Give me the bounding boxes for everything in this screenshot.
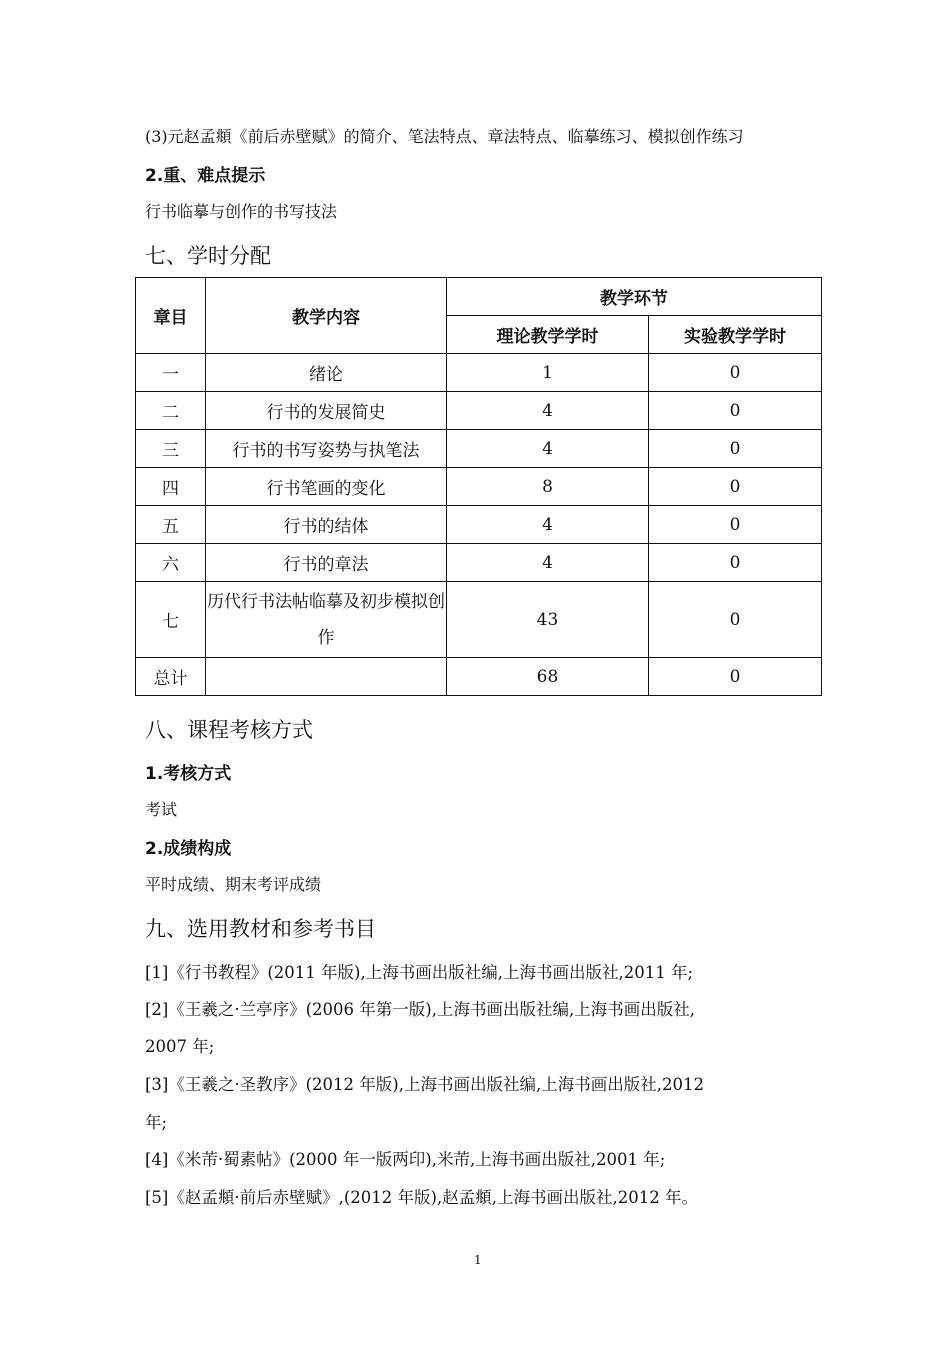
cell-lab: 0 [649,658,822,696]
table-row [136,506,822,544]
cell-lab: 0 [649,544,822,582]
cell-lab: 0 [649,468,822,506]
grade-composition-heading: 2.成绩构成 [145,839,232,859]
reference-line: [5]《赵孟頫·前后赤壁赋》,(2012 年版),赵孟頫,上海书画出版社,2012 年。 [145,1188,698,1207]
cell-theory: 43 [447,582,649,658]
cell-chapter: 总计 [136,658,206,696]
cell-theory: 8 [447,468,649,506]
cell-content: 行书的发展简史 [206,392,447,430]
cell-theory: 68 [447,658,649,696]
cell-chapter: 六 [136,544,206,582]
table-row [136,582,822,658]
cell-content [206,658,447,696]
cell-chapter: 一 [136,354,206,392]
cell-content: 历代行书法帖临摹及初步模拟创作 [206,582,447,658]
table-row [136,354,822,392]
cell-lab: 0 [649,430,822,468]
reference-line: 年; [145,1113,168,1132]
cell-theory: 4 [447,544,649,582]
cell-theory: 4 [447,430,649,468]
assessment-method-heading: 1.考核方式 [145,764,232,784]
page-number: 1 [474,1253,482,1267]
course-item-3: (3)元赵孟頫《前后赤壁赋》的简介、笔法特点、章法特点、临摹练习、模拟创作练习 [145,127,744,146]
table-row-total [136,658,822,696]
header-chapter: 章目 [136,278,206,354]
reference-line: [3]《王羲之·圣教序》(2012 年版),上海书画出版社编,上海书画出版社,2012 [145,1075,704,1094]
reference-line: 2007 年; [145,1037,215,1056]
cell-chapter: 四 [136,468,206,506]
cell-chapter: 二 [136,392,206,430]
cell-lab: 0 [649,392,822,430]
key-points-heading: 2.重、难点提示 [145,166,266,186]
table-row [136,430,822,468]
cell-content: 绪论 [206,354,447,392]
cell-lab: 0 [649,582,822,658]
table-row [136,392,822,430]
cell-chapter: 三 [136,430,206,468]
cell-content: 行书的书写姿势与执笔法 [206,430,447,468]
reference-line: [1]《行书教程》(2011 年版),上海书画出版社编,上海书画出版社,2011 年; [145,963,694,982]
cell-theory: 4 [447,392,649,430]
cell-chapter: 七 [136,582,206,658]
cell-content: 行书的结体 [206,506,447,544]
table-row [136,544,822,582]
cell-content: 行书笔画的变化 [206,468,447,506]
table-row [136,468,822,506]
header-content: 教学内容 [206,278,447,354]
assessment-method-text: 考试 [145,800,178,819]
reference-line: [2]《王羲之·兰亭序》(2006 年第一版),上海书画出版社编,上海书画出版社, [145,1000,695,1019]
cell-lab: 0 [649,354,822,392]
cell-theory: 4 [447,506,649,544]
section-9-heading: 九、选用教材和参考书目 [145,917,376,941]
cell-lab: 0 [649,506,822,544]
reference-line: [4]《米芾·蜀素帖》(2000 年一版两印),米芾,上海书画出版社,2001 年; [145,1150,666,1169]
cell-theory: 1 [447,354,649,392]
header-lab-hours: 实验教学学时 [649,316,822,354]
hours-table [135,277,822,696]
header-teaching-phase: 教学环节 [447,278,822,316]
grade-composition-text: 平时成绩、期末考评成绩 [145,875,322,894]
cell-chapter: 五 [136,506,206,544]
cell-content: 行书的章法 [206,544,447,582]
key-points-text: 行书临摹与创作的书写技法 [145,202,338,221]
header-theory-hours: 理论教学学时 [447,316,649,354]
section-8-heading: 八、课程考核方式 [145,718,313,742]
section-7-heading: 七、学时分配 [145,244,271,268]
